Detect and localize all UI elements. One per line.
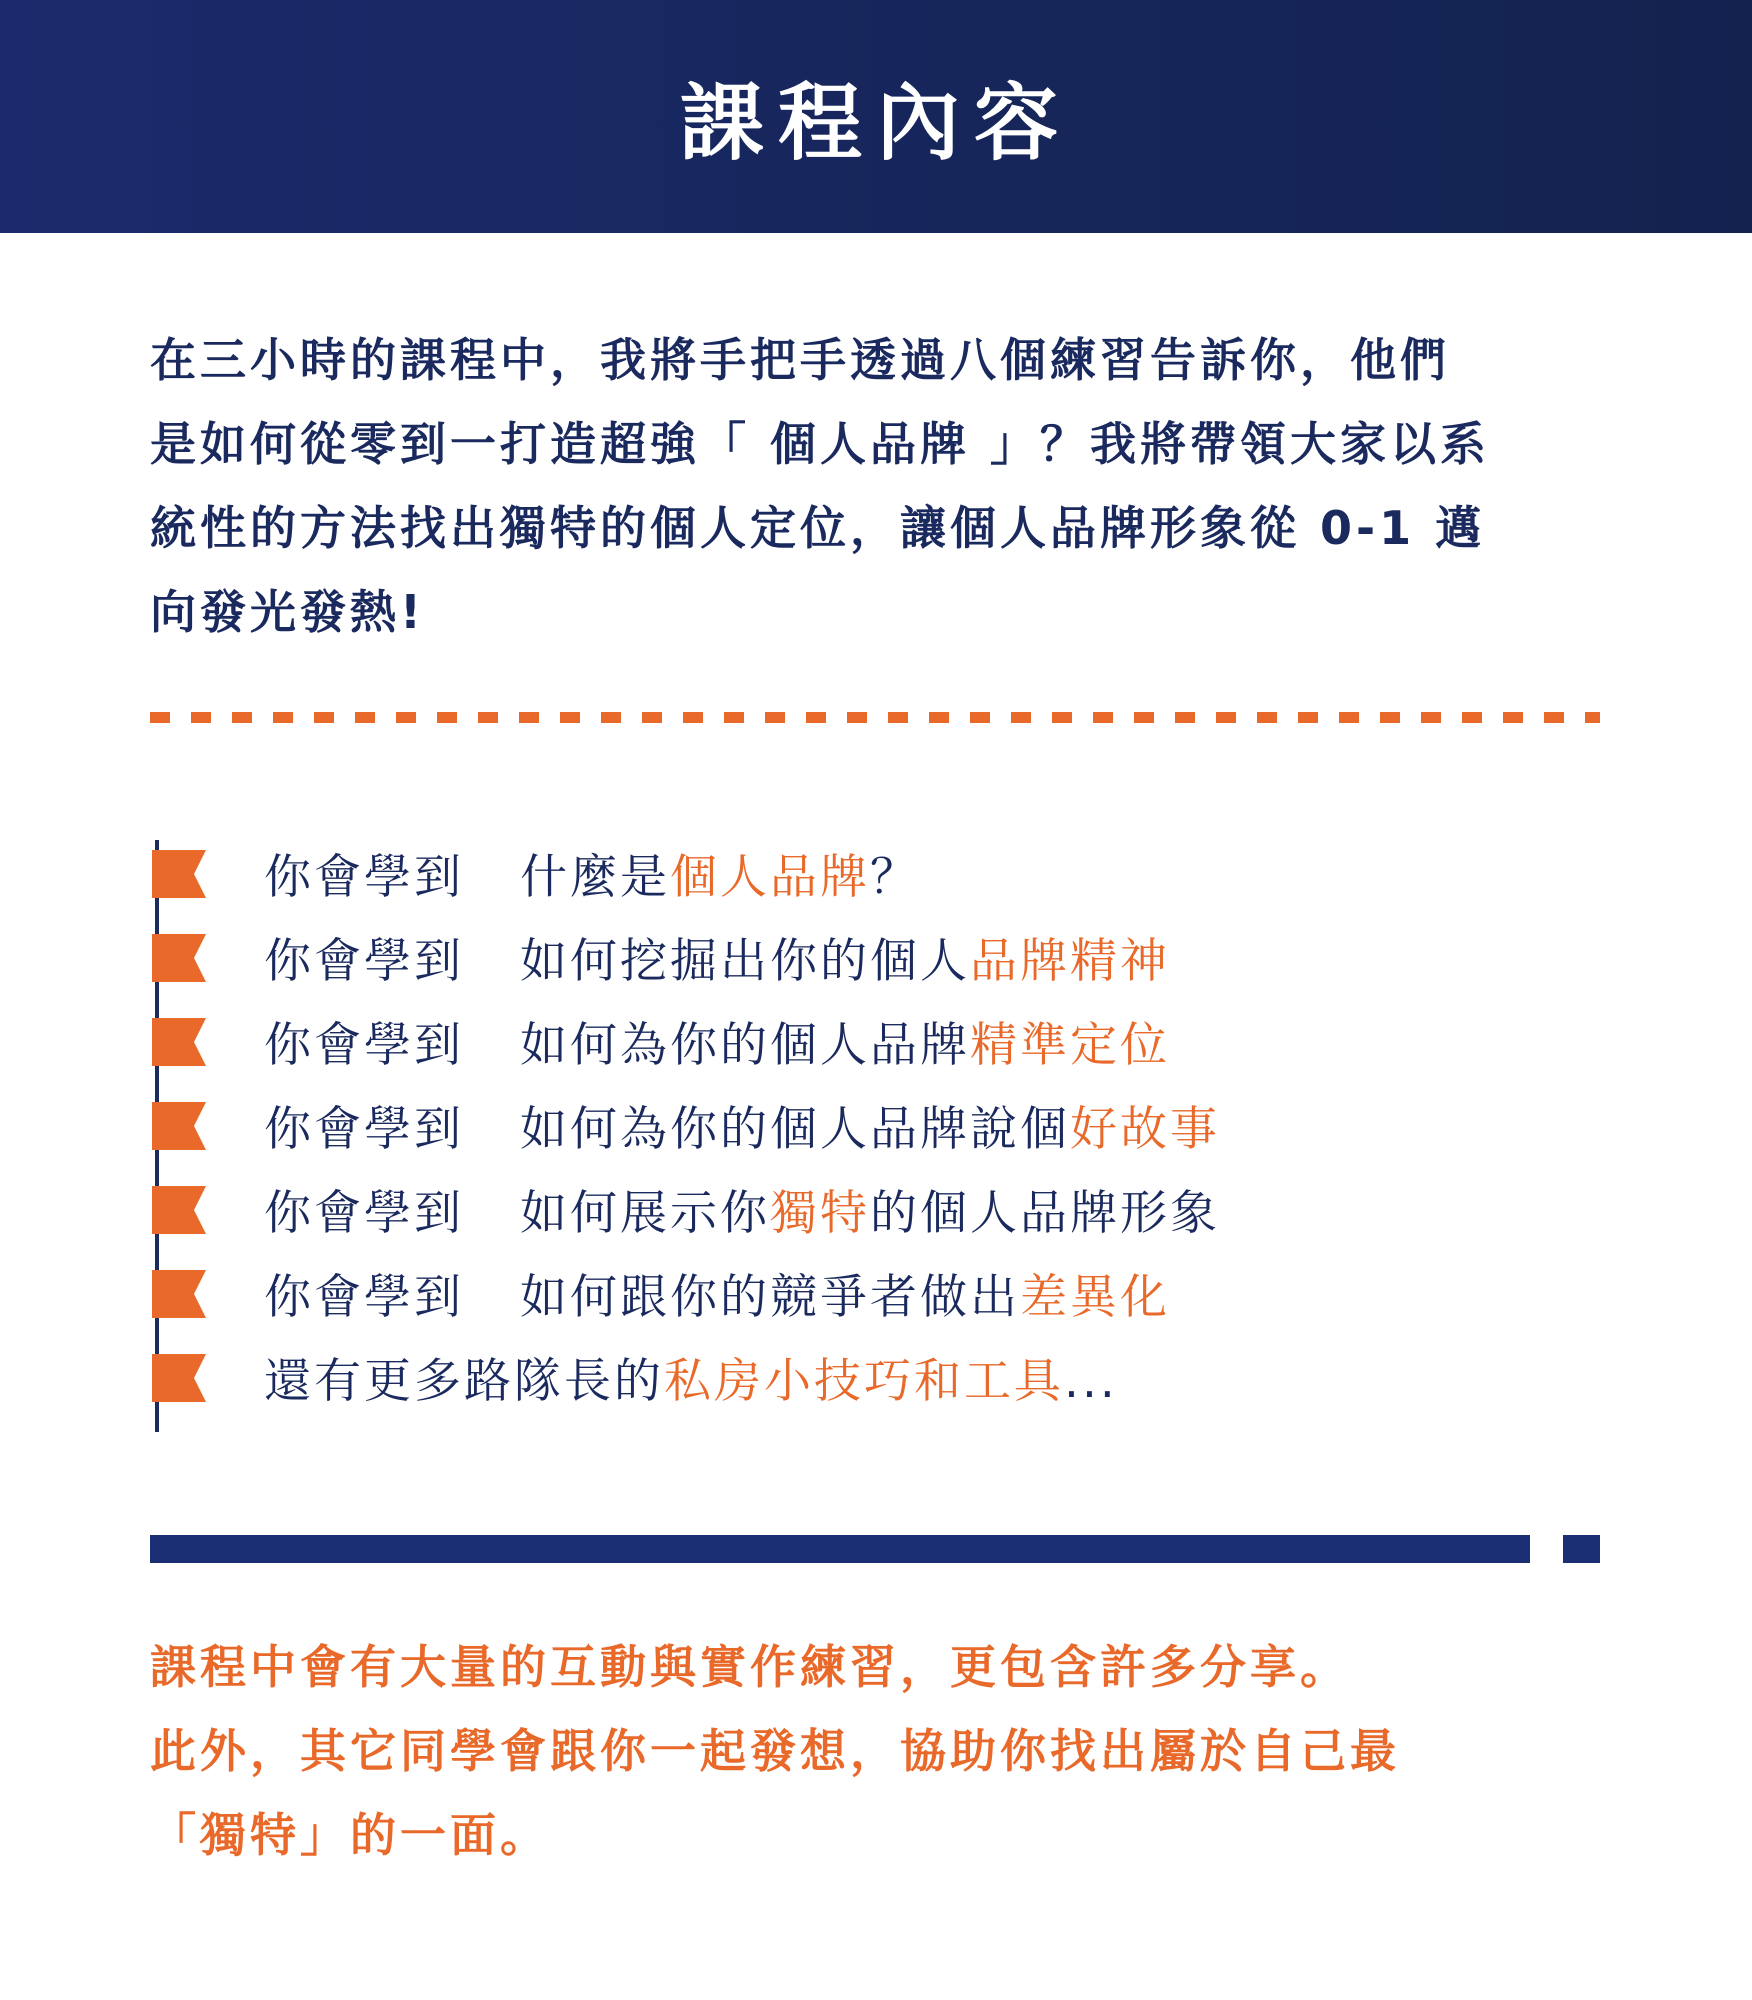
learn-highlight: 精準定位 <box>970 1018 1170 1073</box>
list-item <box>152 1260 1452 1344</box>
flag-icon <box>152 1018 206 1066</box>
learn-prefix: 你會學到 <box>264 1186 464 1241</box>
learn-prefix: 你會學到 <box>264 850 464 905</box>
learn-prefix: 你會學到 <box>264 1018 464 1073</box>
flag-icon <box>152 1186 206 1234</box>
intro-paragraph <box>150 318 1600 654</box>
learn-text: 如何為你的個人品牌說個 <box>520 1102 1070 1157</box>
learn-highlight: 獨特 <box>770 1186 870 1241</box>
learning-list <box>152 840 1452 1428</box>
intro-line: 統性的方法找出獨特的個人定位，讓個人品牌形象從 0-1 邁 <box>150 501 1486 555</box>
learn-highlight: 好故事 <box>1070 1102 1220 1157</box>
flag-icon <box>152 934 206 982</box>
list-item <box>152 1176 1452 1260</box>
section-divider-square <box>1563 1535 1600 1563</box>
learn-prefix: 你會學到 <box>264 1270 464 1325</box>
learn-text: 如何挖掘出你的個人 <box>520 934 970 989</box>
learn-text: 如何跟你的競爭者做出 <box>520 1270 1020 1325</box>
page-title: 課程內容 <box>679 74 1072 172</box>
learn-suffix: 的個人品牌形象 <box>870 1186 1220 1241</box>
outro-line: 「獨特」的一面。 <box>150 1808 550 1862</box>
learn-highlight: 差異化 <box>1020 1270 1170 1325</box>
outro-line: 此外，其它同學會跟你一起發想，協助你找出屬於自己最 <box>150 1724 1400 1778</box>
learn-suffix: ... <box>1064 1354 1118 1409</box>
learn-suffix: ？ <box>870 850 920 905</box>
dashed-divider <box>150 712 1600 723</box>
learn-text: 如何為你的個人品牌 <box>520 1018 970 1073</box>
list-item <box>152 840 1452 924</box>
flag-icon <box>152 850 206 898</box>
list-item <box>152 1008 1452 1092</box>
list-item <box>152 924 1452 1008</box>
learn-text: 還有更多路隊長的 <box>264 1354 664 1409</box>
learn-prefix: 你會學到 <box>264 1102 464 1157</box>
learn-highlight: 個人品牌 <box>670 850 870 905</box>
outro-paragraph <box>150 1625 1610 1877</box>
intro-line: 在三小時的課程中，我將手把手透過八個練習告訴你，他們 <box>150 333 1450 387</box>
list-item <box>152 1344 1452 1428</box>
flag-icon <box>152 1354 206 1402</box>
section-divider-bar <box>150 1535 1530 1563</box>
learn-highlight: 私房小技巧和工具 <box>664 1354 1064 1409</box>
list-item <box>152 1092 1452 1176</box>
intro-line: 向發光發熱! <box>150 585 425 639</box>
learn-highlight: 品牌精神 <box>970 934 1170 989</box>
flag-icon <box>152 1270 206 1318</box>
learn-prefix: 你會學到 <box>264 934 464 989</box>
intro-line: 是如何從零到一打造超強「 個人品牌 」？我將帶領大家以系 <box>150 417 1491 471</box>
flag-icon <box>152 1102 206 1150</box>
learn-text: 如何展示你 <box>520 1186 770 1241</box>
page-header <box>0 0 1752 233</box>
outro-line: 課程中會有大量的互動與實作練習，更包含許多分享。 <box>150 1640 1350 1694</box>
learn-text: 什麼是 <box>520 850 670 905</box>
